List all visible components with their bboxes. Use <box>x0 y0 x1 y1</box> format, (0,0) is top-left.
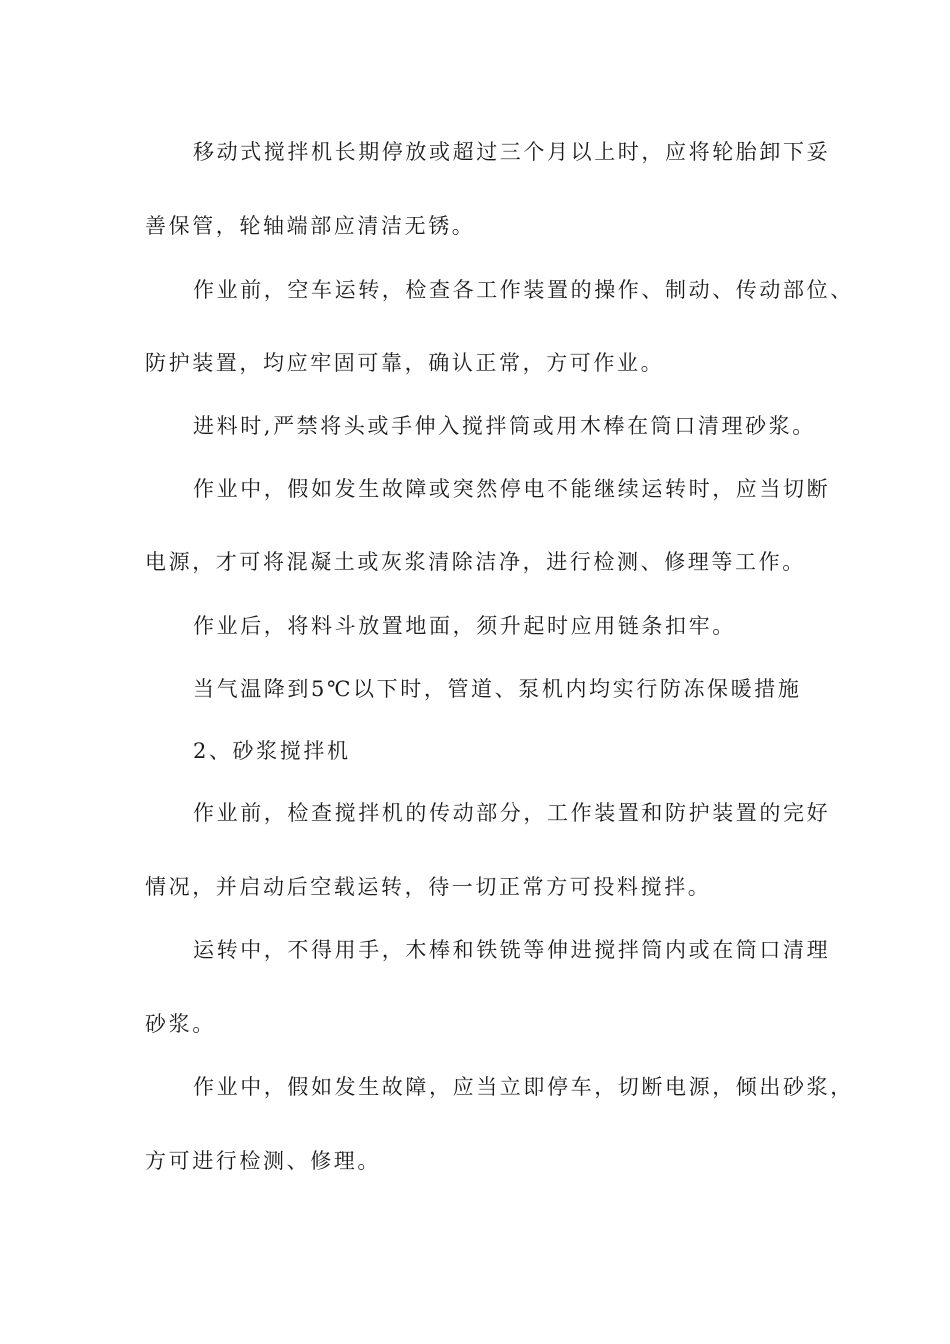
paragraph-10-line-2: 方可进行检测、修理。 <box>145 1149 381 1173</box>
paragraph-1-line-2: 善保管，轮轴端部应清洁无锈。 <box>145 214 476 238</box>
paragraph-3-line-1: 进料时,严禁将头或手伸入搅拌筒或用木棒在筒口清理砂浆。 <box>193 414 816 438</box>
paragraph-8-line-2: 情况，并启动后空载运转，待一切正常方可投料搅拌。 <box>145 875 712 899</box>
paragraph-10-line-1: 作业中，假如发生故障，应当立即停车，切断电源，倾出砂浆， <box>193 1075 854 1099</box>
paragraph-8-line-1: 作业前，检查搅拌机的传动部分，工作装置和防护装置的完好 <box>193 801 831 825</box>
paragraph-9-line-2: 砂浆。 <box>145 1012 216 1036</box>
paragraph-2-line-2: 防护装置，均应牢固可靠，确认正常，方可作业。 <box>145 351 665 375</box>
paragraph-4-line-2: 电源，才可将混凝土或灰浆清除洁净，进行检测、修理等工作。 <box>145 550 806 574</box>
section-heading: 2、砂浆搅拌机 <box>193 739 351 763</box>
paragraph-9-line-1: 运转中，不得用手，木棒和铁铣等伸进搅拌筒内或在筒口清理 <box>193 938 831 962</box>
paragraph-4-line-1: 作业中，假如发生故障或突然停电不能继续运转时，应当切断 <box>193 477 831 501</box>
paragraph-2-line-1: 作业前，空车运转，检查各工作装置的操作、制动、传动部位、 <box>193 278 854 302</box>
paragraph-5-line-1: 作业后，将料斗放置地面，须升起时应用链条扣牢。 <box>193 614 736 638</box>
paragraph-1-line-1: 移动式搅拌机长期停放或超过三个月以上时，应将轮胎卸下妥 <box>193 140 831 164</box>
paragraph-6-line-1: 当气温降到5℃以下时，管道、泵机内均实行防冻保暖措施 <box>193 677 802 701</box>
